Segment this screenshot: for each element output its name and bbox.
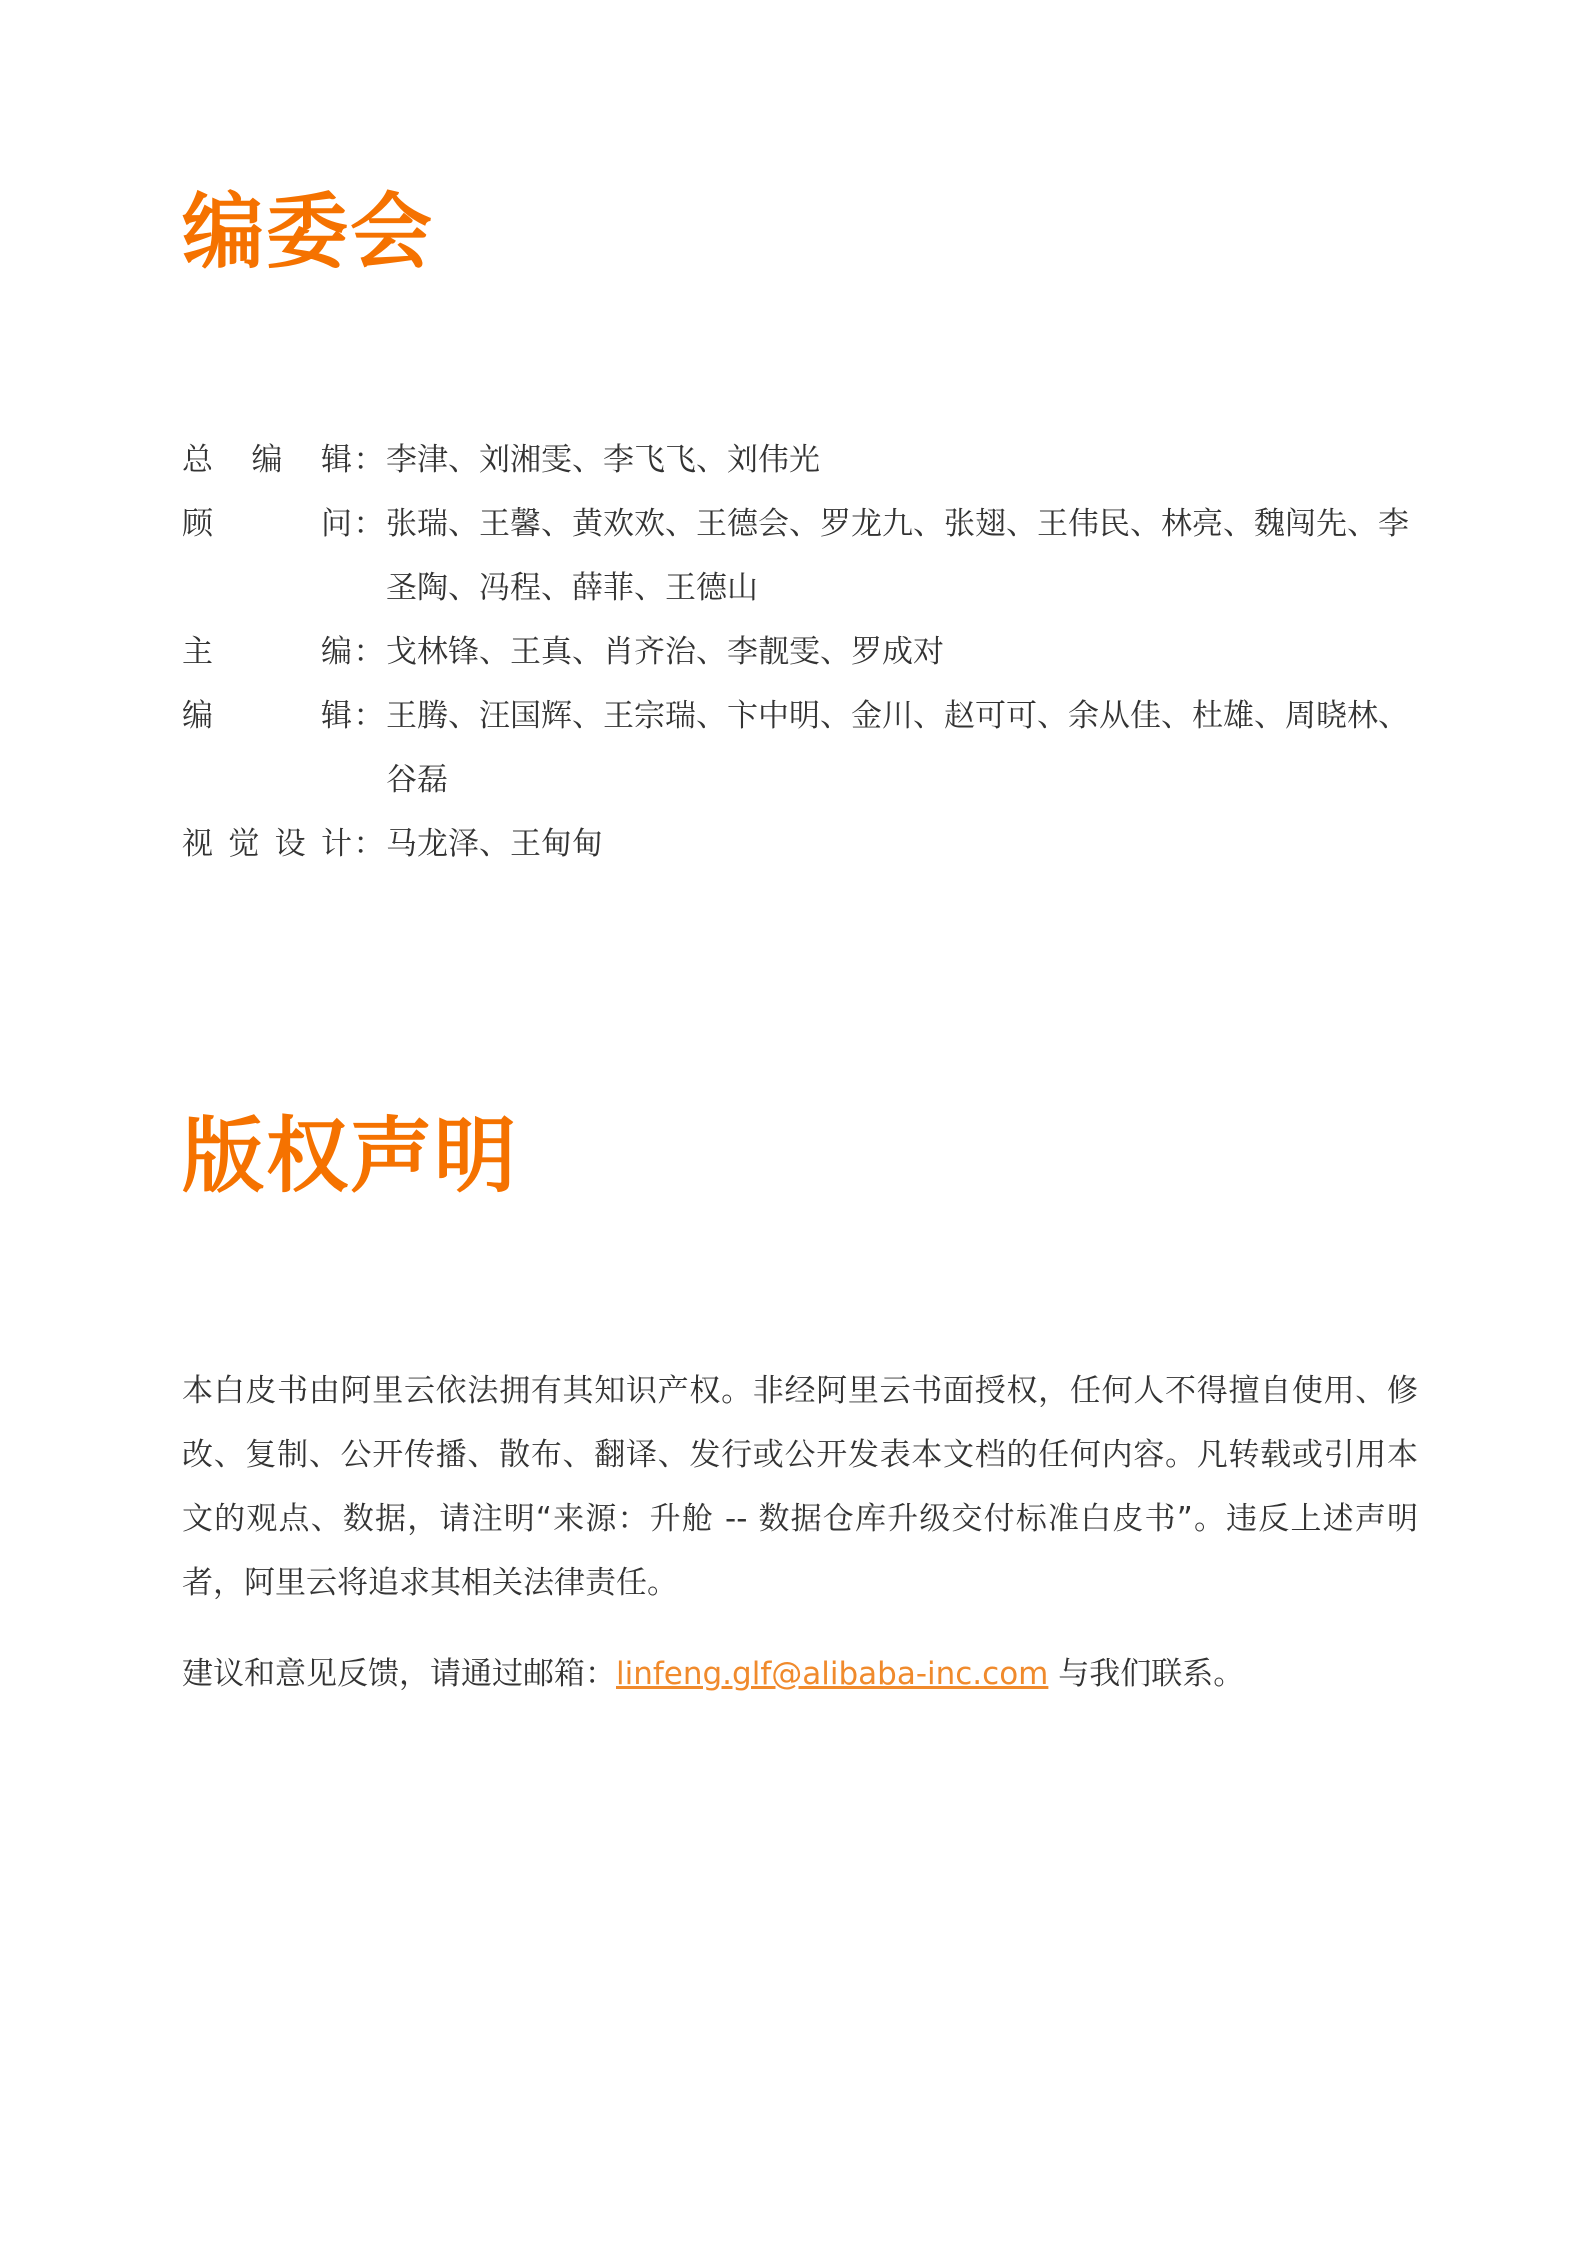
copyright-title: 版权声明: [182, 1109, 519, 1204]
editorial-label: 主 编: [182, 634, 352, 670]
copyright-paragraph: 本白皮书由阿里云依法拥有其知识产权。非经阿里云书面授权，任何人不得擅自使用、修改、复制、公开传播、散布、翻译、发行或公开发表本文档的任何内容。凡转载或引用本文的观点、数据，请注明“来源：升舱 -- 数据仓库升级交付标准白皮书”。违反上述声明者，阿里云将追求其相关法律责任。: [182, 1373, 1418, 1601]
feedback-prefix: 建议和意见反馈，请通过邮箱：: [182, 1656, 616, 1692]
editorial-colon: ：: [353, 698, 385, 734]
editorial-colon: ：: [353, 826, 385, 862]
editorial-value: 戈林锋、王真、肖齐治、李靓雯、罗成对: [386, 634, 944, 670]
editorial-label: 顾 问: [182, 506, 352, 542]
editorial-row-advisors: [182, 492, 1422, 620]
editorial-row-chief-editor: [182, 428, 1422, 492]
editorial-row-visual-design: [182, 812, 1422, 876]
editorial-value: 李津、刘湘雯、李飞飞、刘伟光: [386, 442, 820, 478]
feedback-line: [182, 1642, 1418, 1706]
editorial-value: 张瑞、王馨、黄欢欢、王德会、罗龙九、张翅、王伟民、林亮、魏闯先、李圣陶、冯程、薛菲、王德山: [386, 506, 1409, 606]
editorial-colon: ：: [353, 634, 385, 670]
editorial-label: 编 辑: [182, 698, 352, 734]
editorial-row-editor-in-chief: [182, 620, 1422, 684]
copyright-statement: [182, 1359, 1418, 1615]
editorial-board-list: [182, 428, 1422, 876]
editorial-row-editors: [182, 684, 1422, 812]
editorial-value: 王腾、汪国辉、王宗瑞、卞中明、金川、赵可可、余从佳、杜雄、周晓林、谷磊: [386, 698, 1409, 798]
feedback-suffix: 与我们联系。: [1048, 1656, 1245, 1692]
editorial-value: 马龙泽、王甸甸: [386, 826, 603, 862]
editorial-label: 视 觉 设 计: [182, 826, 352, 862]
feedback-email-link[interactable]: linfeng.glf@alibaba-inc.com: [616, 1656, 1049, 1692]
editorial-colon: ：: [353, 442, 385, 478]
editorial-colon: ：: [353, 506, 385, 542]
editorial-label: 总 编 辑: [182, 442, 352, 478]
editorial-board-title: 编委会: [182, 185, 435, 280]
